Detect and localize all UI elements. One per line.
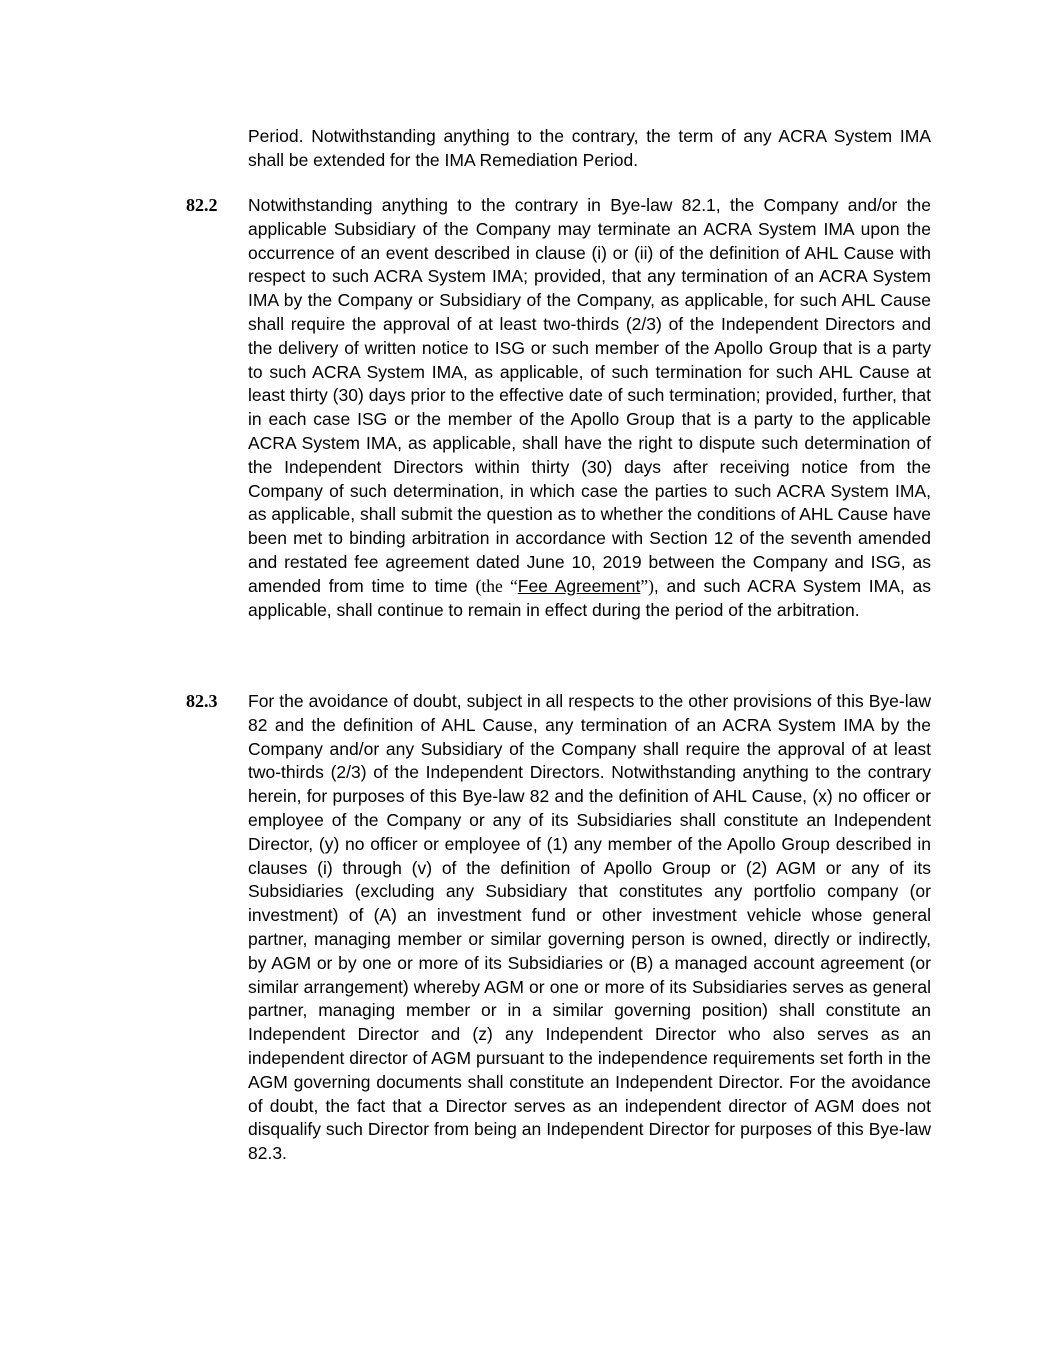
- section-number-82-2: 82.2: [186, 195, 218, 215]
- section-number-82-3: 82.3: [186, 691, 218, 711]
- fee-agreement-paren-open: (the “: [475, 575, 518, 596]
- section-82-2-text: Notwithstanding anything to the contrary in Bye-law 82.1, the Company and/or the applicable Subsidiary of the Company may terminate an ACRA System IMA upon the occurrence of an event described in clause (i) or (ii) of the definition of AHL Cause with respect to such ACRA System IMA; provided, that any termination of an ACRA System IMA by the Company or Subsidiary of the Company, as applicable, for such AHL Cause shall require the approval of at least two-thirds (2/3) of the Independent Directors and the delivery of written notice to ISG or such member of the Apollo Group that is a party to such ACRA System IMA, as applicable, of such termination for such AHL Cause at least thirty (30) days prior to the effective date of such termination; provided, further, that in each case ISG or the member of the Apollo Group that is a party to the applicable ACRA System IMA, as applicable, shall have the right to dispute such determination of the Independent Directors within thirty (30) days after receiving notice from the Company of such determination, in which case the parties to such ACRA System IMA, as applicable, shall submit the question as to whether the conditions of AHL Cause have been met to binding arbitration in accordance with Section 12 of the seventh amended and restated fee agreement dated June 10, 2019 between the Company and ISG, as amended from time to time: [248, 195, 931, 596]
- fee-agreement-defined-term: Fee Agreement: [517, 575, 641, 596]
- section-82-3-paragraph: For the avoidance of doubt, subject in all respects to the other provisions of this Bye-law 82 and the definition of AHL Cause, any termination of an ACRA System IMA by the Company and/or any Subsidiary of the Company shall require the approval of at least two-thirds (2/3) of the Independent Directors. Notwithstanding anything to the contrary herein, for purposes of this Bye-law 82 and the definition of AHL Cause, (x) no officer or employee of the Company or any of its Subsidiaries shall constitute an Independent Director, (y) no officer or employee of (1) any member of the Apollo Group described in clauses (i) through (v) of the definition of Apollo Group or (2) AGM or any of its Subsidiaries (excluding any Subsidiary that constitutes any portfolio company (or investment) of (A) an investment fund or other investment vehicle whose general partner, managing member or similar governing person is owned, directly or indirectly, by AGM or by one or more of its Subsidiaries or (B) a managed account agreement (or similar arrangement) whereby AGM or one or more of its Subsidiaries serves as general partner, managing member or in a similar governing position) shall constitute an Independent Director and (z) any Independent Director who also serves as an independent director of AGM pursuant to the independence requirements set forth in the AGM governing documents shall constitute an Independent Director. For the avoidance of doubt, the fact that a Director serves as an independent director of AGM does not disqualify such Director from being an Independent Director for purposes of this Bye-law 82.3.: [248, 691, 931, 1164]
- fee-agreement-paren-close: ”): [640, 575, 654, 596]
- section-82-2-paragraph: [248, 194, 931, 622]
- intro-paragraph: Period. Notwithstanding anything to the contrary, the term of any ACRA System IMA shall be extended for the IMA Remediation Period.: [248, 126, 931, 170]
- section-82-2-text-continued: , and such ACRA System IMA, as applicable, shall continue to remain in effect during the period of the arbitration.: [248, 575, 931, 620]
